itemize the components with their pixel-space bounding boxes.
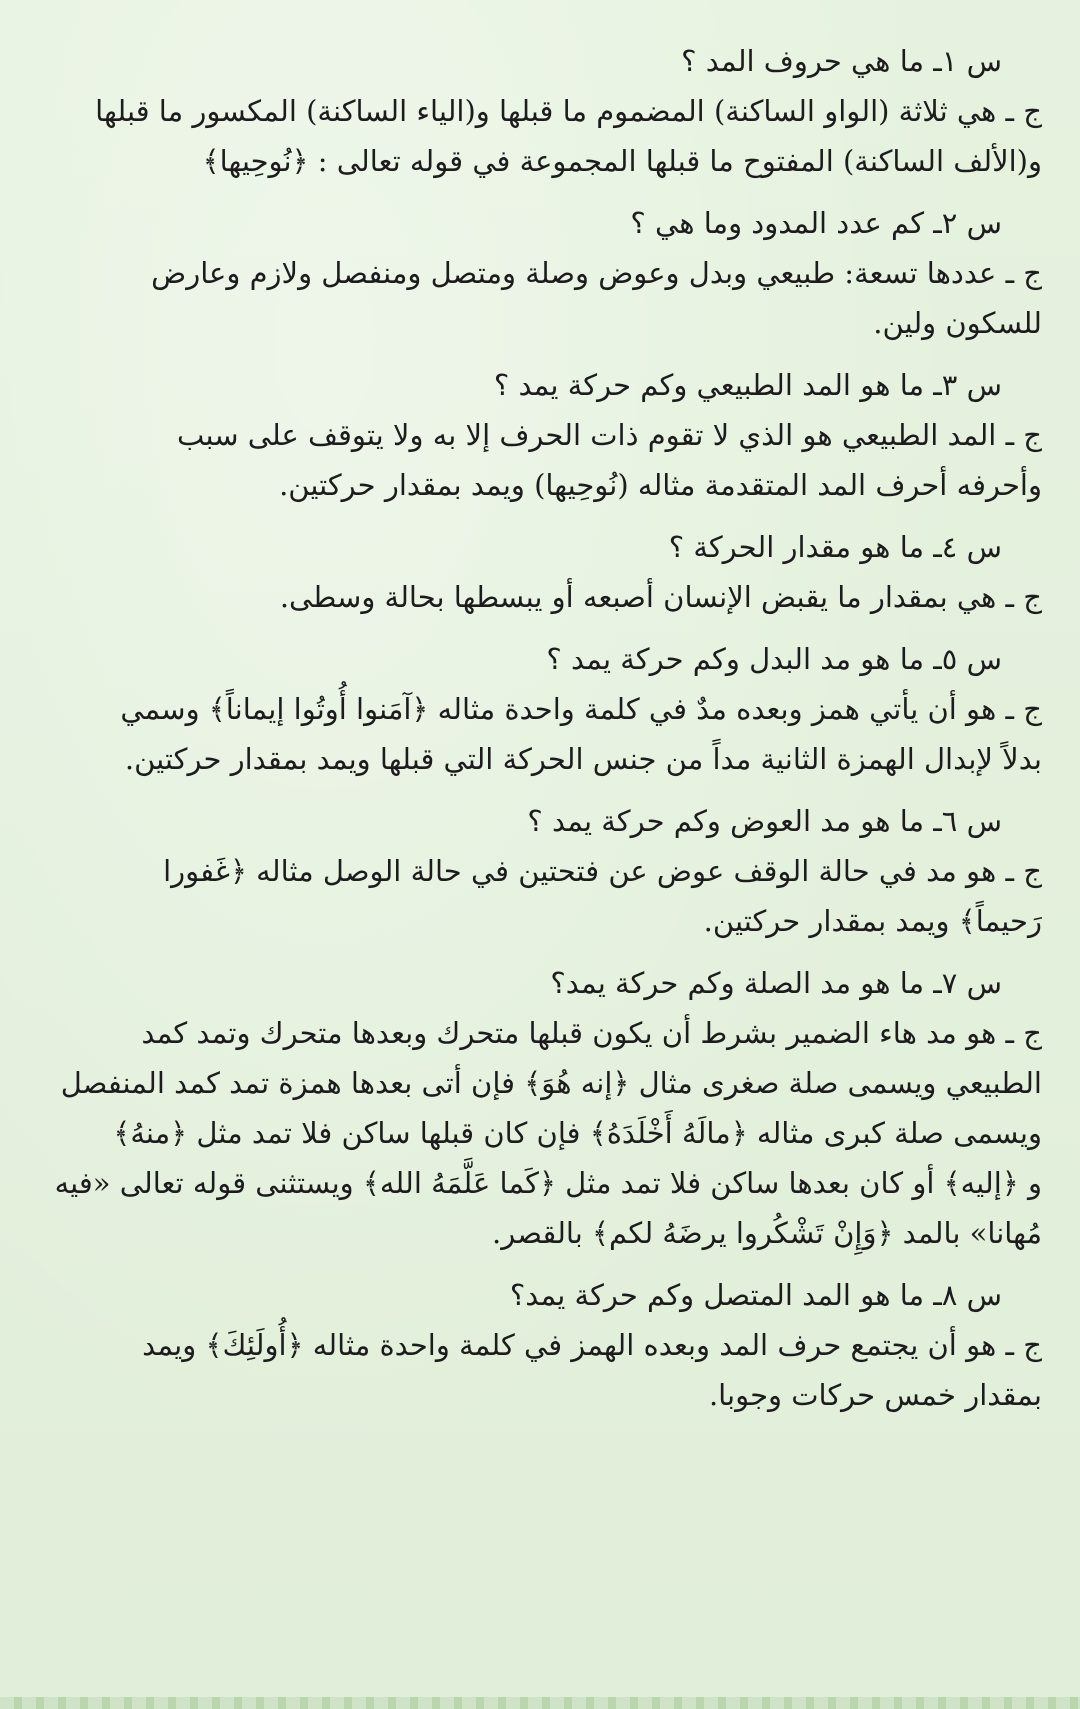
qa-block-5 xyxy=(38,634,1042,784)
qa-block-2 xyxy=(38,198,1042,348)
qa-block-8 xyxy=(38,1270,1042,1420)
question-1: س ١ـ ما هي حروف المد ؟ xyxy=(681,44,1002,78)
answer-8-line-2: بمقدار خمس حركات وجوبا. xyxy=(708,1378,1042,1412)
qa-block-1 xyxy=(38,36,1042,186)
question-6: س ٦ـ ما هو مد العوض وكم حركة يمد ؟ xyxy=(527,804,1002,838)
answer-3-line-1: ج ـ المد الطبيعي هو الذي لا تقوم ذات الحرف إلا به ولا يتوقف على سبب xyxy=(176,418,1042,452)
answer-3-line-2: وأحرفه أحرف المد المتقدمة مثاله (نُوحِيها) ويمد بمقدار حركتين. xyxy=(279,468,1042,502)
page-content xyxy=(38,32,1042,1432)
answer-7-line-1: ج ـ هو مد هاء الضمير بشرط أن يكون قبلها متحرك وبعدها متحرك وتمد كمد xyxy=(141,1016,1042,1050)
page-bottom-edge xyxy=(0,1697,1080,1709)
question-4: س ٤ـ ما هو مقدار الحركة ؟ xyxy=(668,530,1002,564)
answer-4-line-1: ج ـ هي بمقدار ما يقبض الإنسان أصبعه أو يبسطها بحالة وسطى. xyxy=(279,580,1042,614)
answer-5-line-1: ج ـ هو أن يأتي همز وبعده مدٌ في كلمة واحدة مثاله ﴿آمَنوا أُوتُوا إيماناً﴾ وسمي xyxy=(120,692,1042,726)
answer-7-line-5: مُهانا» بالمد ﴿وَإِنْ تَشْكُروا يرضَهُ لكم﴾ بالقصر. xyxy=(492,1216,1042,1250)
qa-block-3 xyxy=(38,360,1042,510)
answer-8-line-1: ج ـ هو أن يجتمع حرف المد وبعده الهمز في كلمة واحدة مثاله ﴿أُولَئِكَ﴾ ويمد xyxy=(142,1328,1042,1362)
question-5: س ٥ـ ما هو مد البدل وكم حركة يمد ؟ xyxy=(546,642,1002,676)
qa-block-7 xyxy=(38,958,1042,1258)
answer-1-line-1: ج ـ هي ثلاثة (الواو الساكنة) المضموم ما قبلها و(الياء الساكنة) المكسور ما قبلها xyxy=(95,94,1042,128)
question-7: س ٧ـ ما هو مد الصلة وكم حركة يمد؟ xyxy=(550,966,1002,1000)
answer-2-line-2: للسكون ولين. xyxy=(873,306,1042,340)
answer-2-line-1: ج ـ عددها تسعة: طبيعي وبدل وعوض وصلة ومتصل ومنفصل ولازم وعارض xyxy=(151,256,1042,290)
answer-5-line-2: بدلاً لإبدال الهمزة الثانية مداً من جنس الحركة التي قبلها ويمد بمقدار حركتين. xyxy=(124,742,1042,776)
answer-7-line-4: و ﴿إليه﴾ أو كان بعدها ساكن فلا تمد مثل ﴿كَما عَلَّمَهُ الله﴾ ويستثنى قوله تعالى «فيه xyxy=(54,1166,1042,1200)
answer-7-line-2: الطبيعي ويسمى صلة صغرى مثال ﴿إنه هُوَ﴾ فإن أتى بعدها همزة تمد كمد المنفصل xyxy=(60,1066,1042,1100)
question-8: س ٨ـ ما هو المد المتصل وكم حركة يمد؟ xyxy=(509,1278,1002,1312)
qa-block-6 xyxy=(38,796,1042,946)
answer-6-line-2: رَحيماً﴾ ويمد بمقدار حركتين. xyxy=(703,904,1042,938)
question-2: س ٢ـ كم عدد المدود وما هي ؟ xyxy=(630,206,1002,240)
answer-1-line-2: و(الألف الساكنة) المفتوح ما قبلها المجموعة في قوله تعالى : ﴿نُوحِيها﴾ xyxy=(202,144,1042,178)
question-3: س ٣ـ ما هو المد الطبيعي وكم حركة يمد ؟ xyxy=(493,368,1002,402)
answer-6-line-1: ج ـ هو مد في حالة الوقف عوض عن فتحتين في حالة الوصل مثاله ﴿غَفورا xyxy=(163,854,1042,888)
qa-block-4 xyxy=(38,522,1042,622)
answer-7-line-3: ويسمى صلة كبرى مثاله ﴿مالَهُ أَخْلَدَهُ﴾ فإن كان قبلها ساكن فلا تمد مثل ﴿منهُ﴾ xyxy=(113,1116,1042,1150)
